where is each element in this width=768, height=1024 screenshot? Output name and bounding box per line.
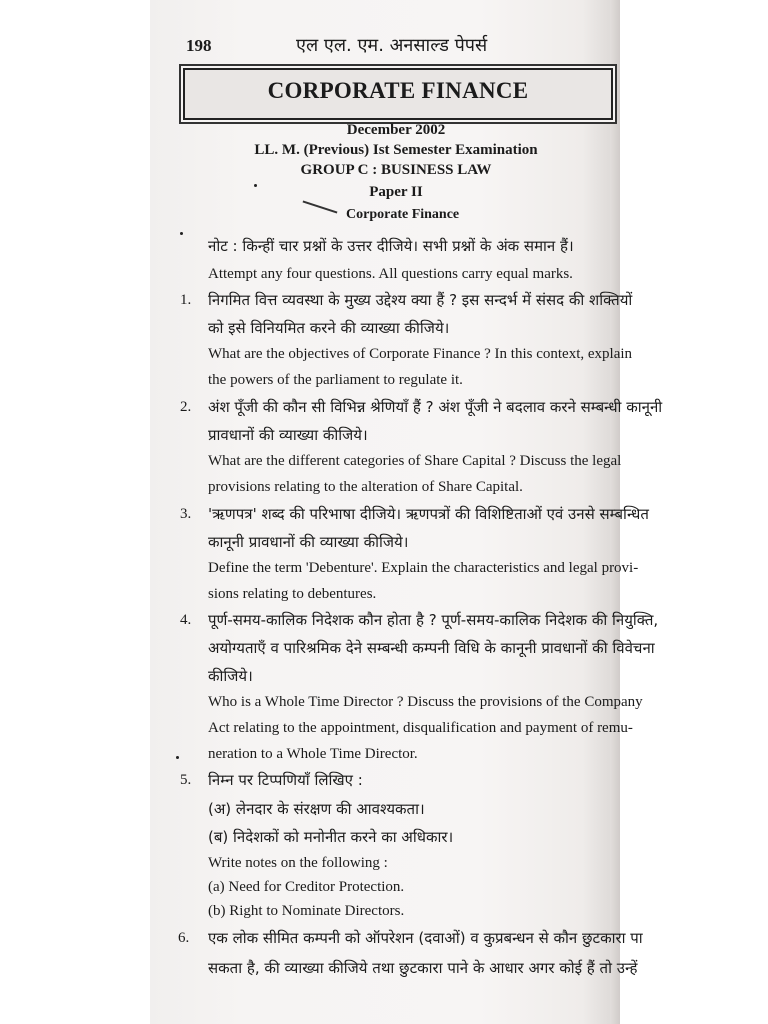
exam-subject: Corporate Finance	[346, 207, 460, 222]
page-number: 198	[186, 36, 212, 55]
question-number: 3.	[180, 506, 192, 522]
ink-dot	[176, 756, 179, 759]
page-title: CORPORATE FINANCE	[267, 78, 529, 103]
note-hindi: नोट : किन्हीं चार प्रश्नों के उत्तर दीजिये। सभी प्रश्नों के अंक समान हैं।	[208, 237, 574, 255]
question-hindi-line: को इसे विनियमित करने की व्याख्या कीजिये।	[208, 319, 450, 337]
question-hindi-line: पूर्ण-समय-कालिक निदेशक कौन होता है ? पूर्ण-समय-कालिक निदेशक की नियुक्ति,	[208, 611, 659, 629]
question-english-line: What are the objectives of Corporate Finance ? In this context, explain	[208, 346, 633, 362]
question-hindi-line: निम्न पर टिप्पणियाँ लिखिए :	[208, 771, 363, 789]
title-box	[183, 68, 613, 120]
question-hindi-line: कानूनी प्रावधानों की व्याख्या कीजिये।	[208, 533, 409, 551]
question-number: 2.	[180, 399, 192, 415]
exam-group: GROUP C : BUSINESS LAW	[300, 162, 492, 178]
background-left	[0, 0, 150, 1024]
ink-dot	[254, 184, 257, 187]
question-english-line: Define the term 'Debenture'. Explain the characteristics and legal provi-	[208, 560, 639, 576]
question-hindi-line: (ब) निदेशकों को मनोनीत करने का अधिकार।	[208, 828, 454, 846]
question-english-line: Who is a Whole Time Director ? Discuss the provisions of the Company	[208, 694, 643, 710]
question-english-line: (a) Need for Creditor Protection.	[208, 879, 405, 895]
question-english-line: Write notes on the following :	[208, 855, 388, 871]
question-english-line: provisions relating to the alteration of Share Capital.	[208, 479, 523, 495]
question-hindi-line: कीजिये।	[208, 667, 253, 685]
question-hindi-line: अंश पूँजी की कौन सी विभिन्न श्रेणियाँ हैं ? अंश पूँजी ने बदलाव करने सम्बन्धी कानूनी	[208, 398, 663, 416]
question-hindi-line: 'ऋणपत्र' शब्द की परिभाषा दीजिये। ऋणपत्रों की विशिष्टिताओं एवं उनसे सम्बन्धित	[208, 505, 649, 523]
question-english-line: Act relating to the appointment, disqualification and payment of remu-	[208, 720, 633, 736]
question-hindi-line: (अ) लेनदार के संरक्षण की आवश्यकता।	[208, 800, 425, 818]
running-title: एल एल. एम. अनसाल्ड पेपर्स	[296, 35, 488, 56]
question-english-line: the powers of the parliament to regulate it.	[208, 372, 463, 388]
question-english-line: neration to a Whole Time Director.	[208, 746, 418, 762]
question-english-line: (b) Right to Nominate Directors.	[208, 903, 405, 919]
exam-date: December 2002	[346, 122, 446, 138]
question-number: 1.	[180, 292, 192, 308]
exam-paper: Paper II	[369, 184, 423, 200]
question-hindi-line: एक लोक सीमित कम्पनी को ऑपरेशन (दवाओं) व कुप्रबन्धन से कौन छुटकारा पा	[208, 929, 643, 947]
question-number: 6.	[178, 930, 190, 946]
question-hindi-line: सकता है, की व्याख्या कीजिये तथा छुटकारा पाने के आधार अगर कोई हैं तो उन्हें	[208, 959, 638, 977]
question-number: 4.	[180, 612, 192, 628]
exam-course: LL. M. (Previous) Ist Semester Examination	[254, 142, 538, 158]
question-number: 5.	[180, 772, 192, 788]
question-hindi-line: निगमित वित्त व्यवस्था के मुख्य उद्देश्य क्या हैं ? इस सन्दर्भ में संसद की शक्तियों	[208, 291, 633, 309]
ink-dot	[180, 232, 183, 235]
question-english-line: What are the different categories of Share Capital ? Discuss the legal	[208, 453, 622, 469]
question-hindi-line: प्रावधानों की व्याख्या कीजिये।	[208, 426, 368, 444]
question-hindi-line: अयोग्यताएँ व पारिश्रमिक देने सम्बन्धी कम्पनी विधि के कानूनी प्रावधानों की विवेचना	[208, 639, 655, 657]
note-english: Attempt any four questions. All questions carry equal marks.	[208, 266, 573, 282]
question-english-line: sions relating to debentures.	[208, 586, 377, 602]
